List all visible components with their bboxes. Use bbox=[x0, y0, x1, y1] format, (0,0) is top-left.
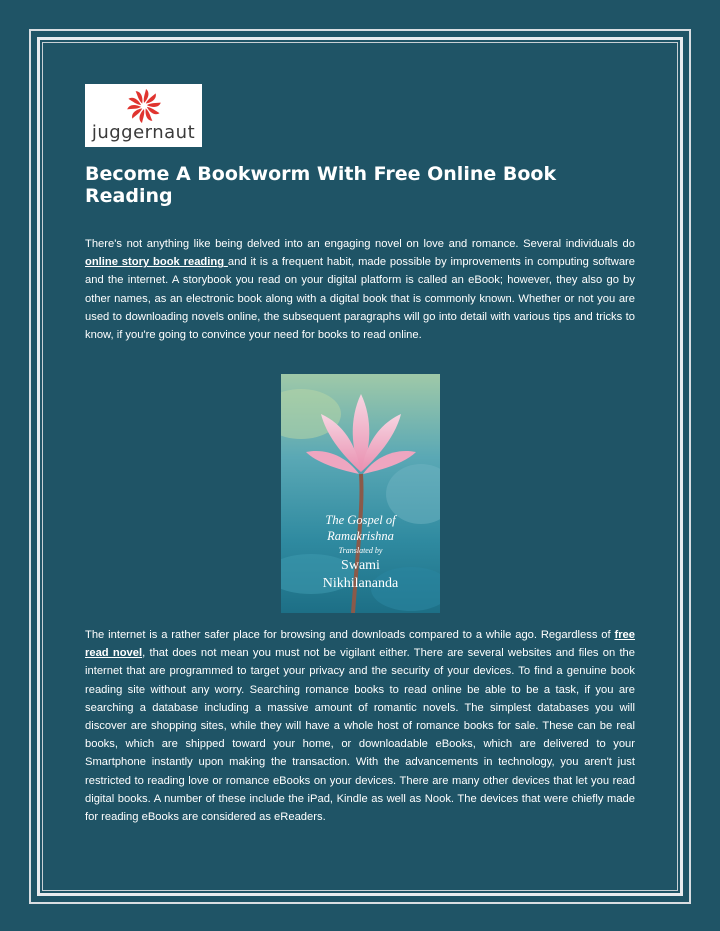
cover-author bbox=[281, 557, 440, 593]
online-story-book-reading-link[interactable]: online story book reading bbox=[85, 256, 228, 269]
cover-author-line-2: Nikhilananda bbox=[322, 576, 399, 591]
cover-author-line-1: Swami bbox=[341, 558, 380, 573]
book-cover-image bbox=[281, 374, 440, 613]
cover-title-line-1: The Gospel of bbox=[325, 513, 396, 527]
cover-title bbox=[281, 512, 440, 544]
cover-translated-by: Translated by bbox=[338, 546, 383, 555]
intro-text-end: and it is a frequent habit, made possible by improvements in computing software and the internet. A storybook you read on your digital platform is called an eBook; however, they also go by other names, as an electronic book along with a digital book that is commonly known. Whether or not you are used to downloading novels online, the subsequent paragraphs will go into detail with various tips and tricks to know, if you're going to convince your need for books to read online. bbox=[85, 256, 635, 342]
logo-text: juggernaut bbox=[91, 122, 196, 143]
body-text-end: , that does not mean you must not be vigilant either. There are several websites and files on the internet that are programmed to target your privacy and the security of your devices. To find a genuine book reading site without any worry. Searching romance books to read online be able to be a task, if you are searching a database including a massive amount of romantic novels. The simplest databases you will discover are shopping sites, while they will have a whole host of romance books for sale. These can be real books, which are shipped toward your home, or downloadable eBooks, which are delivered to your Smartphone instantly upon making the transaction. With the advancements in technology, you aren't just restricted to reading love or romance eBooks on your devices. There are many other devices that let you read digital books. A number of these include the iPad, Kindle as well as Nook. The devices that were chiefly made for reading eBooks are considered as eReaders. bbox=[85, 647, 635, 824]
page-title: Become A Bookworm With Free Online Book Reading bbox=[85, 163, 557, 207]
free-read-novel-link[interactable]: free read novel bbox=[85, 629, 635, 660]
body-text-start: The internet is a rather safer place for browsing and downloads compared to a while ago. Regardless of bbox=[85, 629, 615, 641]
intro-text-start: There's not anything like being delved into an engaging novel on love and romance. Several individuals do bbox=[85, 238, 635, 250]
juggernaut-sunburst-icon bbox=[124, 88, 164, 124]
body-paragraph bbox=[85, 626, 635, 826]
intro-paragraph bbox=[85, 235, 635, 344]
cover-title-line-2: Ramakrishna bbox=[327, 529, 394, 543]
juggernaut-logo[interactable] bbox=[85, 84, 202, 147]
